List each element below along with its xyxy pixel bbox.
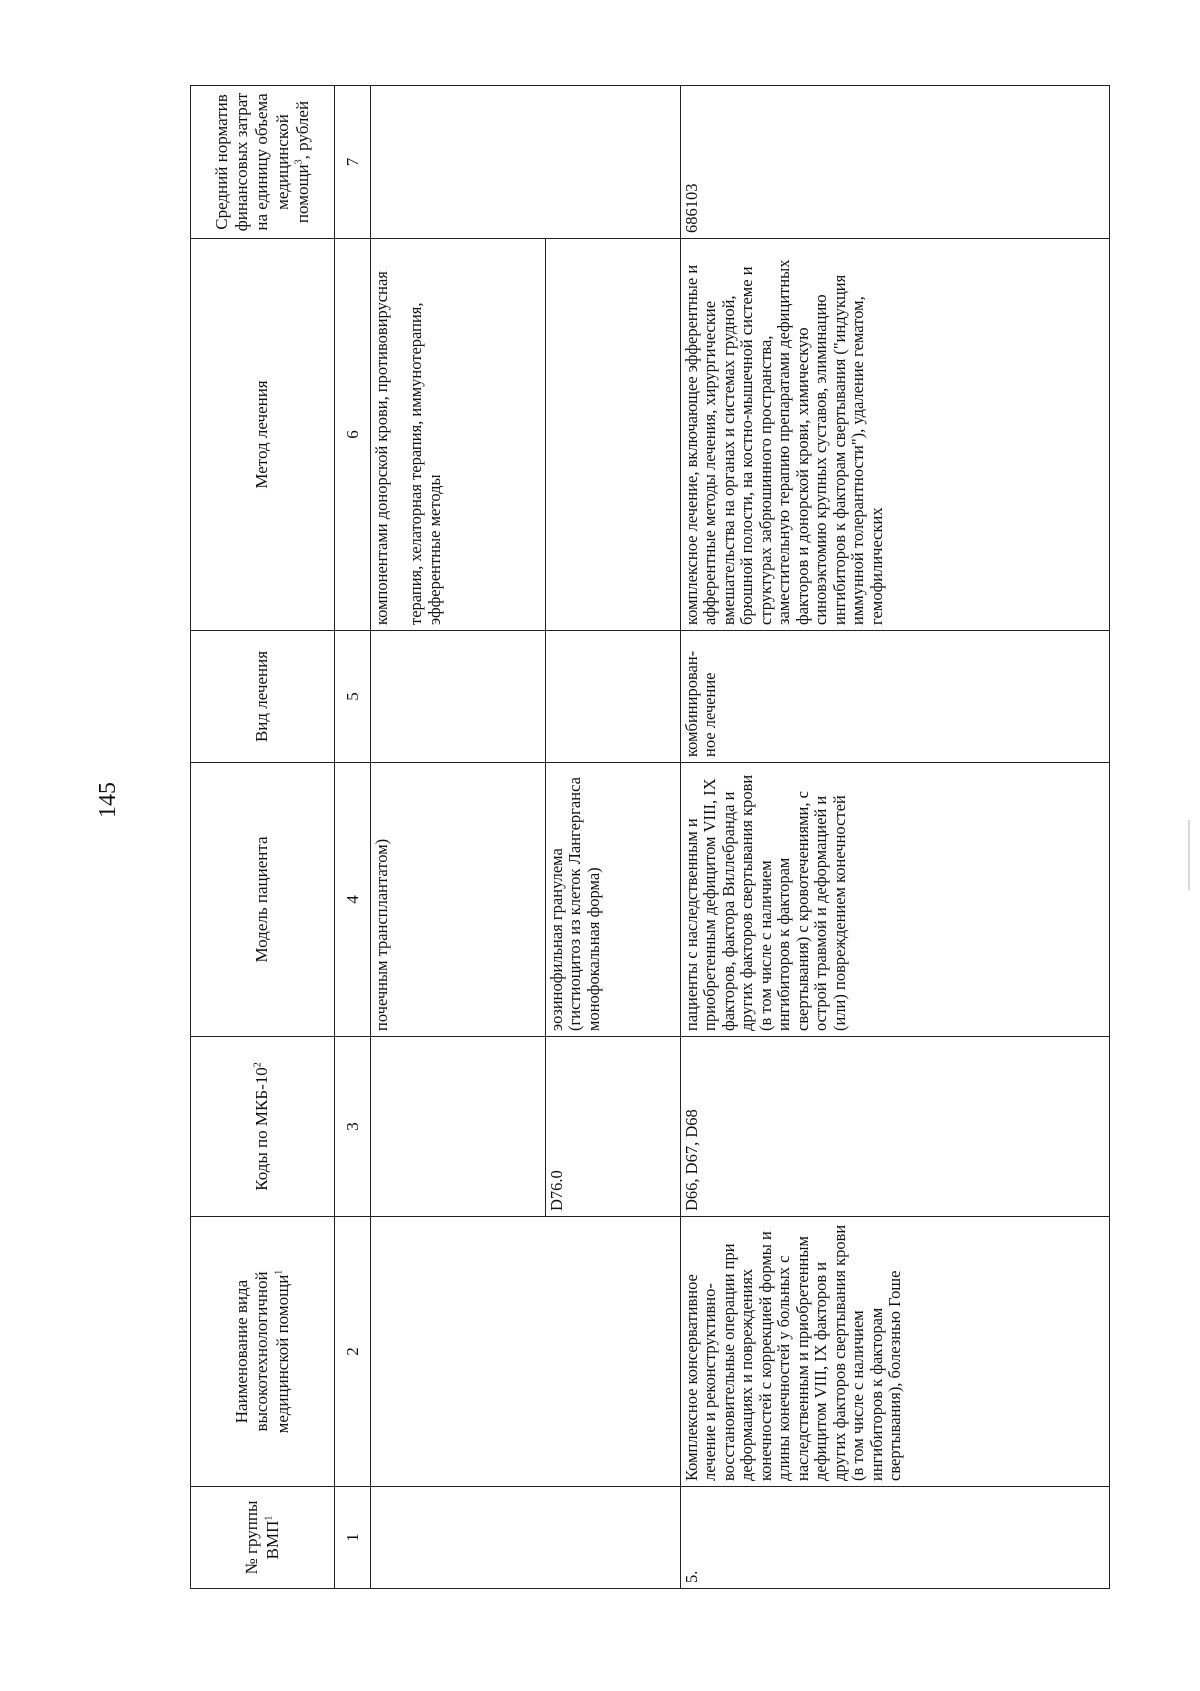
- scan-artifact: [1188, 820, 1190, 890]
- header-patient-model: Модель пациента: [191, 763, 335, 1037]
- col-number-6: 6: [335, 239, 371, 631]
- col-number-1: 1: [335, 1487, 371, 1589]
- cell-name-empty: [371, 1217, 681, 1487]
- col-number-2: 2: [335, 1217, 371, 1487]
- header-treatment-type: Вид лечения: [191, 631, 335, 763]
- cell-cost-empty: [371, 86, 681, 239]
- cell-treatment-5: комбинирован-ное лечение: [681, 631, 1110, 763]
- header-icd-codes: Коды по МКБ-$10^2$: [191, 1037, 335, 1217]
- header-treatment-method: Метод лечения: [191, 239, 335, 631]
- header-average-cost: Средний норматив финансовых затрат на единицу объема медицинской помощи$^3$, рублей: [191, 86, 335, 239]
- table-row-group-5: [681, 86, 1110, 1589]
- method-text-1: компонентами донорской крови, противовирусная: [372, 271, 391, 625]
- header-group-number: № группы ВМП$^1$: [191, 1487, 335, 1589]
- page-number: 145: [95, 782, 121, 818]
- col-number-7: 7: [335, 86, 371, 239]
- cell-treatment-empty: [371, 631, 546, 763]
- col-number-5: 5: [335, 631, 371, 763]
- cell-code-d76: D76.0: [546, 1037, 681, 1217]
- cell-name-5: Комплексное консервативное лечение и реконструктивно-восстановительные операции при деформациях и повреждениях конечностей с коррекцией формы и длины конечностей у больных с наследственным и приобретенным дефицитом VIII, IX факторов и других факторов свертывания крови (в том числе с наличием ингибиторов к факторам свертывания), болезнью Гоше: [681, 1217, 1110, 1487]
- header-vmp-name: Наименование вида высокотехнологичной медицинской помощи$^1$: [191, 1217, 335, 1487]
- header-row: [191, 86, 335, 1589]
- vmp-table: [190, 85, 1110, 1589]
- col-number-4: 4: [335, 763, 371, 1037]
- cell-model-d76: эозинофильная гранулема (гистиоцитоз из клеток Лангерганса монофокальная форма): [546, 763, 681, 1037]
- cell-code-empty: [371, 1037, 546, 1217]
- cell-group-empty: [371, 1487, 681, 1589]
- table-row-continuation: [371, 86, 546, 1589]
- cell-model-5: пациенты с наследственным и приобретенным дефицитом VIII, IX факторов, фактора Виллебранда и других факторов свертывания крови (в том числе с наличием ингибиторов к факторам свертывания) с кровотечениями, с острой травмой и деформацией и (или) повреждением конечностей: [681, 763, 1110, 1037]
- cell-treatment-empty-2: [546, 631, 681, 763]
- method-text-2: терапия, хелаторная терапия, иммунотерапия, эфферентные методы: [406, 302, 444, 625]
- column-number-row: [335, 86, 371, 1589]
- cell-group-5: 5.: [681, 1487, 1110, 1589]
- col-number-3: 3: [335, 1037, 371, 1217]
- cell-method-empty: [546, 239, 681, 631]
- cell-model-continuation: почечным трансплантатом): [371, 763, 546, 1037]
- cell-method-continuation: [371, 239, 546, 631]
- rotated-table-container: [190, 86, 1110, 1589]
- cell-codes-5: D66, D67, D68: [681, 1037, 1110, 1217]
- cell-cost-5: 686103: [681, 86, 1110, 239]
- cell-method-5: комплексное лечение, включающее эфферентные и афферентные методы лечения, хирургические вмешательства на органах и системах грудной, брюшной полости, на костно-мышечной системе и структурах забрюшинного пространства, заместительную терапию препаратами дефицитных факторов и донорской крови, химическую синовэктомию крупных суставов, элиминацию ингибиторов к факторам свертывания ("индукция иммунной толерантности"), удаление гематом, гемофилических: [681, 239, 1110, 631]
